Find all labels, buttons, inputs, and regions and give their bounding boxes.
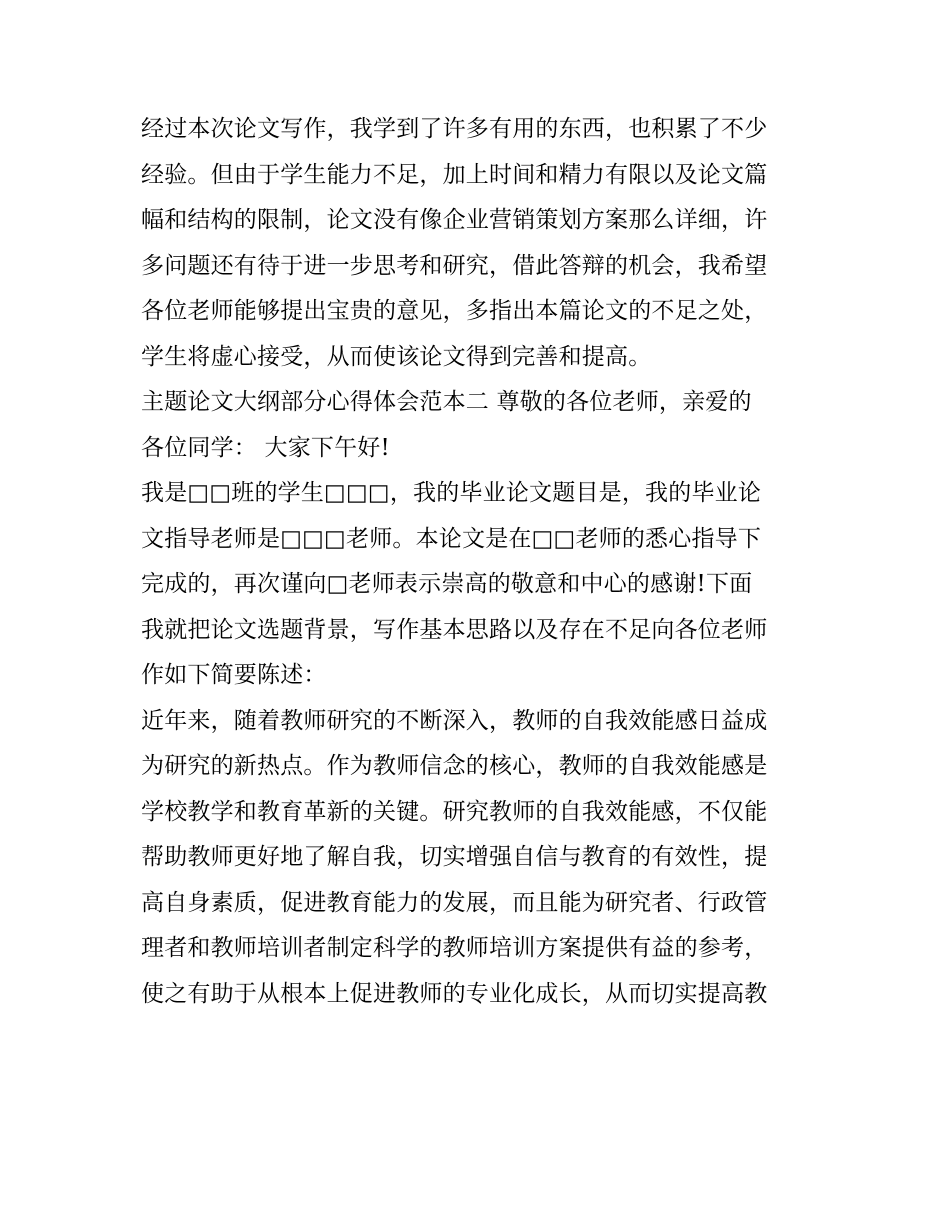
text-line: 各位老师能够提出宝贵的意见，多指出本篇论文的不足之处， [141, 298, 768, 324]
text-line: 学生将虚心接受，从而使该论文得到完善和提高。 [141, 343, 652, 370]
text-line: 经验。但由于学生能力不足，加上时间和精力有限以及论文篇 [141, 161, 768, 188]
text-line: 使之有助于从根本上促进教师的专业化成长，从而切实提高教 [141, 980, 768, 1007]
document-body [141, 107, 821, 1017]
text-line: 为研究的新热点。作为教师信念的核心，教师的自我效能感是 [141, 753, 768, 779]
text-line: 经过本次论文写作，我学到了许多有用的东西，也积累了不少 [141, 116, 768, 142]
text-line: 我是□□班的学生□□□，我的毕业论文题目是，我的毕业论 [141, 480, 762, 506]
text-line: 主题论文大纲部分心得体会范本二 尊敬的各位老师，亲爱的 [141, 389, 752, 415]
text-line: 学校教学和教育革新的关键。研究教师的自我效能感，不仅能 [141, 798, 768, 825]
text-line: 高自身素质，促进教育能力的发展，而且能为研究者、行政管 [141, 889, 768, 916]
text-line: 作如下简要陈述： [141, 662, 327, 688]
text-line: 多问题还有待于进一步思考和研究，借此答辩的机会，我希望 [141, 252, 768, 279]
text-line: 近年来，随着教师研究的不断深入，教师的自我效能感日益成 [141, 707, 768, 734]
text-line: 理者和教师培训者制定科学的教师培训方案提供有益的参考， [141, 935, 768, 961]
text-line: 文指导老师是□□□老师。本论文是在□□老师的悉心指导下 [141, 525, 762, 552]
text-line: 完成的，再次谨向□老师表示崇高的敬意和中心的感谢!下面 [141, 571, 753, 597]
text-line: 帮助教师更好地了解自我，切实增强自信与教育的有效性，提 [141, 844, 768, 870]
text-line: 我就把论文选题背景，写作基本思路以及存在不足向各位老师 [141, 616, 768, 643]
text-line: 幅和结构的限制，论文没有像企业营销策划方案那么详细，许 [141, 207, 768, 233]
text-line: 各位同学： 大家下午好! [141, 434, 390, 461]
